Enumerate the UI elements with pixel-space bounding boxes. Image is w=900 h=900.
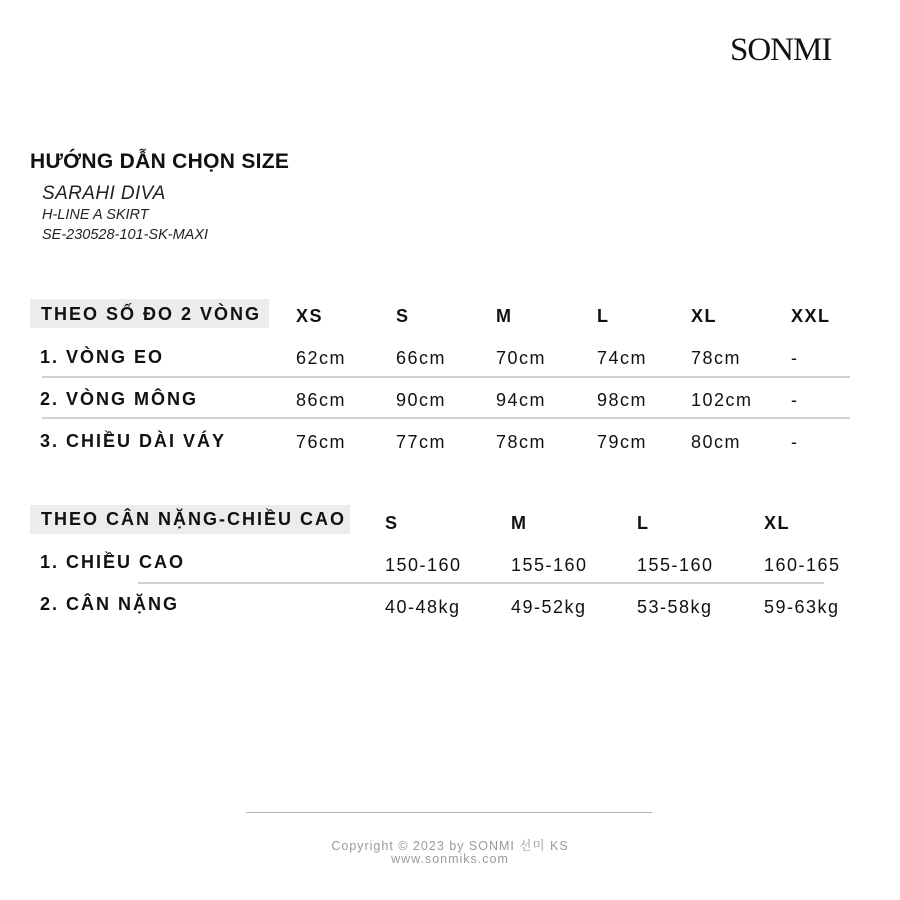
column-header: XS (296, 306, 324, 326)
row-label: 1. CHIỀU CAO (40, 552, 186, 572)
table-cell: 98cm (597, 390, 648, 410)
product-code: SE-230528-101-SK-MAXI (42, 227, 209, 243)
footer-divider (246, 812, 652, 813)
table-cell: 80cm (691, 432, 742, 452)
table-cell: 49-52kg (511, 597, 587, 617)
table-cell: 59-63kg (764, 597, 840, 617)
column-header: S (385, 513, 399, 533)
table-cell: 74cm (597, 348, 648, 368)
table-cell: - (791, 432, 799, 452)
footer-website: www.sonmiks.com (391, 852, 509, 866)
row-label: 3. CHIỀU DÀI VÁY (40, 431, 227, 451)
column-header: XL (691, 306, 718, 326)
row-divider (42, 417, 850, 419)
table-cell: 86cm (296, 390, 347, 410)
table-cell: 53-58kg (637, 597, 713, 617)
table-cell: 160-165 (764, 555, 841, 575)
table-cell: 94cm (496, 390, 547, 410)
table-cell: 62cm (296, 348, 347, 368)
brand-logo: SONMI (730, 32, 832, 68)
table-cell: 155-160 (511, 555, 588, 575)
table-heading: THEO CÂN NẶNG-CHIỀU CAO (41, 509, 346, 529)
table-cell: 40-48kg (385, 597, 461, 617)
table-cell: 66cm (396, 348, 447, 368)
product-type: H-LINE A SKIRT (42, 207, 149, 223)
page-title: HƯỚNG DẪN CHỌN SIZE (30, 150, 290, 173)
column-header: M (496, 306, 513, 326)
column-header: L (637, 513, 650, 533)
table-cell: 102cm (691, 390, 753, 410)
row-divider (42, 376, 850, 378)
table-cell: - (791, 348, 799, 368)
table-cell: - (791, 390, 799, 410)
row-label: 2. VÒNG MÔNG (40, 389, 199, 409)
table-cell: 70cm (496, 348, 547, 368)
table-cell: 76cm (296, 432, 347, 452)
table-cell: 79cm (597, 432, 648, 452)
product-name: SARAHI DIVA (42, 183, 166, 204)
footer-copyright: Copyright © 2023 by SONMI 선미 KS (331, 839, 569, 853)
table-cell: 150-160 (385, 555, 462, 575)
row-label: 2. CÂN NẶNG (40, 594, 180, 614)
table-cell: 77cm (396, 432, 447, 452)
table-cell: 78cm (496, 432, 547, 452)
row-divider (138, 582, 824, 584)
column-header: S (396, 306, 410, 326)
column-header: M (511, 513, 528, 533)
table-cell: 155-160 (637, 555, 714, 575)
table-cell: 90cm (396, 390, 447, 410)
column-header: L (597, 306, 610, 326)
row-label: 1. VÒNG EO (40, 347, 165, 367)
table-cell: 78cm (691, 348, 742, 368)
column-header: XL (764, 513, 791, 533)
column-header: XXL (791, 306, 831, 326)
table-heading: THEO SỐ ĐO 2 VÒNG (41, 304, 262, 324)
